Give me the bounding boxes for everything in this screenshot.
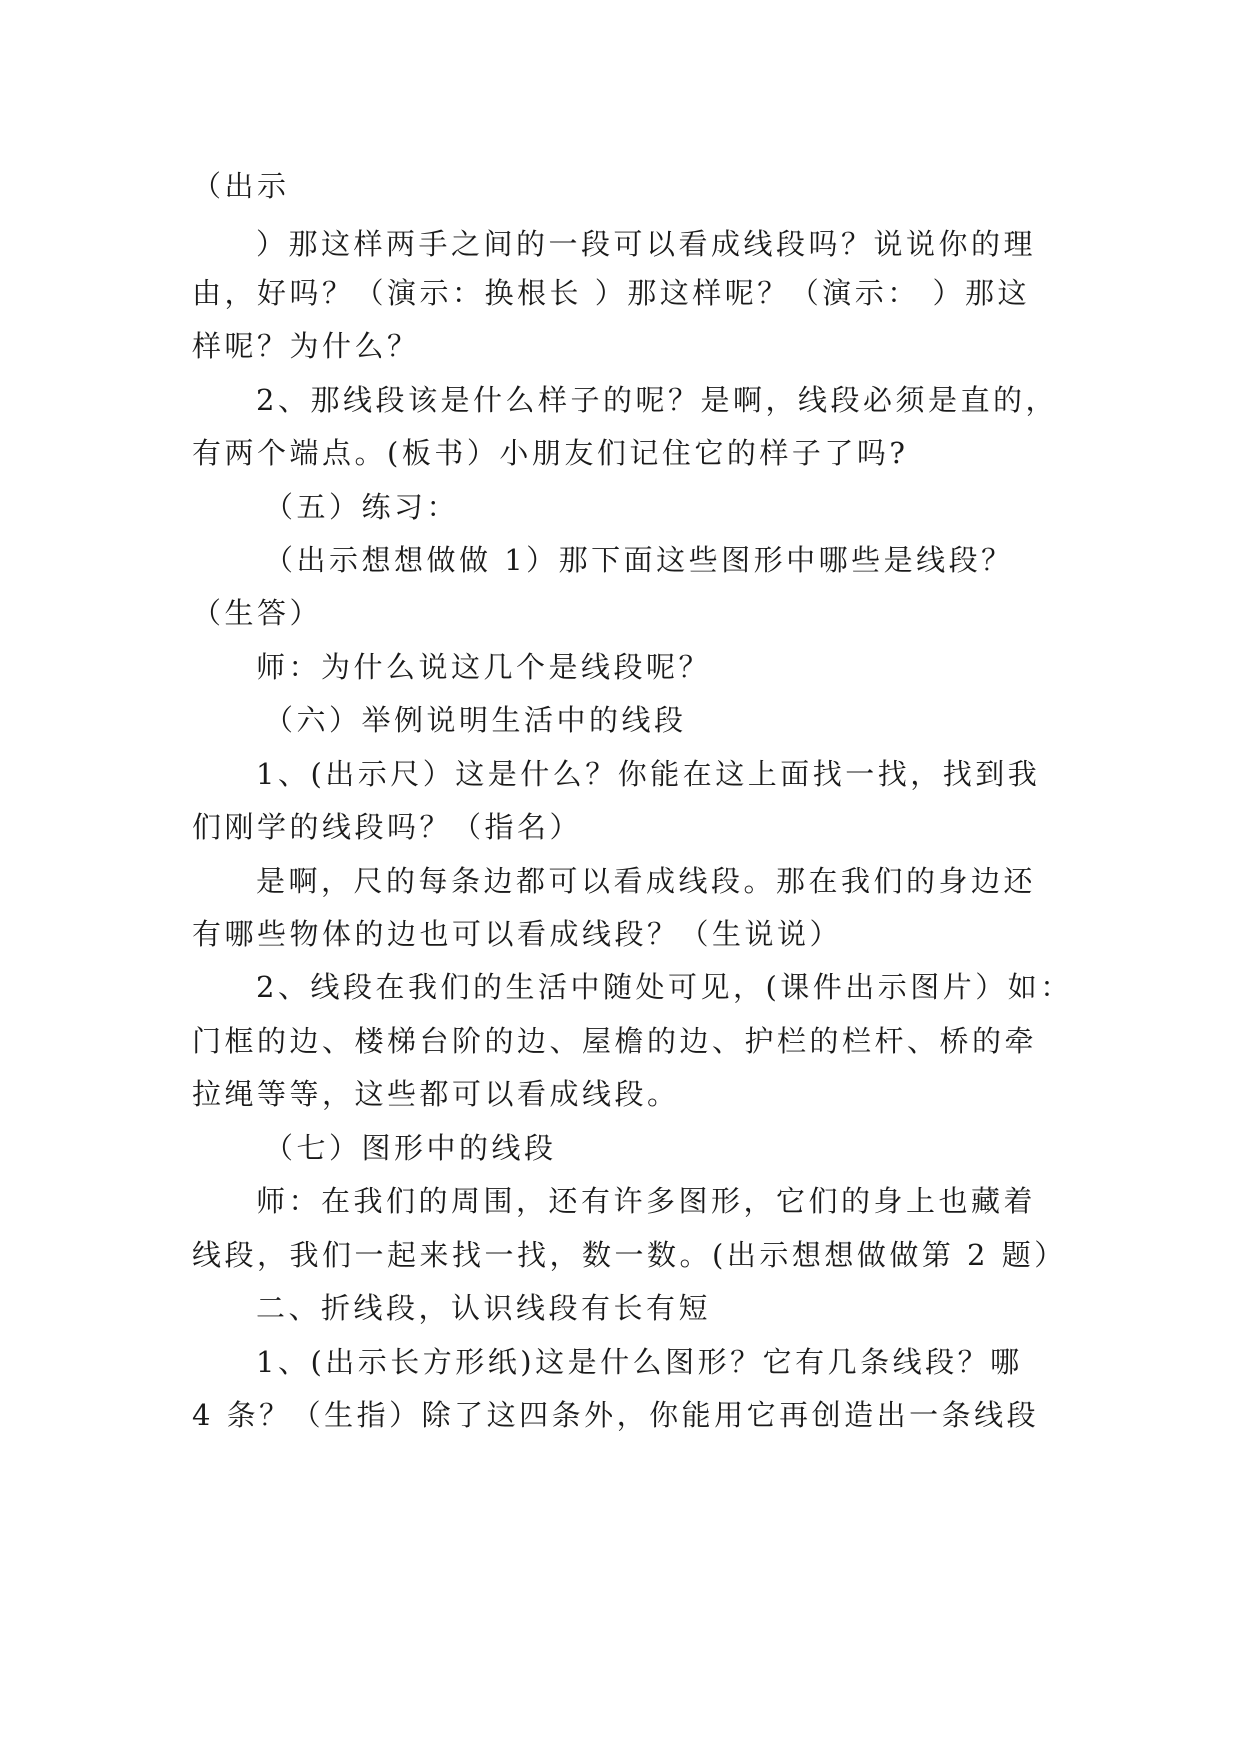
text-line: 4 条？（生指）除了这四条外，你能用它再创造出一条线段 (192, 1398, 1040, 1432)
text-line: （出示想想做做 1）那下面这些图形中哪些是线段？ (264, 543, 1014, 577)
text-line: 是啊，尺的每条边都可以看成线段。那在我们的身边还 (256, 864, 1037, 898)
text-line: （生答） (192, 596, 323, 630)
text-line: 门框的边、楼梯台阶的边、屋檐的边、护栏的栏杆、桥的牵 (192, 1024, 1038, 1058)
text-line: 拉绳等等，这些都可以看成线段。 (192, 1077, 680, 1111)
text-line: 样呢？为什么？ (192, 329, 420, 363)
text-line: 们刚学的线段吗？（指名） (192, 810, 583, 844)
text-line: （出示 (192, 169, 290, 203)
text-line: 2、线段在我们的生活中随处可见，(课件出示图片）如： (256, 970, 1073, 1004)
text-line: ）那这样两手之间的一段可以看成线段吗？说说你的理 (256, 227, 1037, 261)
section-heading: （七）图形中的线段 (264, 1131, 557, 1165)
text-line: 2、那线段该是什么样子的呢？是啊，线段必须是直的， (256, 383, 1058, 417)
text-line: 1、(出示尺）这是什么？你能在这上面找一找，找到我 (256, 757, 1041, 791)
text-line: 有哪些物体的边也可以看成线段？（生说说） (192, 917, 843, 951)
section-heading: （六）举例说明生活中的线段 (264, 703, 687, 737)
section-heading: 二、折线段，认识线段有长有短 (256, 1291, 712, 1325)
section-heading: （五）练习： (264, 490, 460, 524)
text-line: 师：在我们的周围，还有许多图形，它们的身上也藏着 (256, 1184, 1037, 1218)
text-line: 线段，我们一起来找一找，数一数。(出示想想做做第 2 题） (192, 1238, 1067, 1272)
text-line: 由，好吗？（演示：换根长 ）那这样呢？（演示： ）那这 (192, 276, 1030, 310)
text-line: 师：为什么说这几个是线段呢？ (256, 650, 712, 684)
text-line: 1、(出示长方形纸)这是什么图形？它有几条线段？哪 (256, 1345, 1023, 1379)
text-line: 有两个端点。(板书）小朋友们记住它的样子了吗? (192, 436, 909, 470)
